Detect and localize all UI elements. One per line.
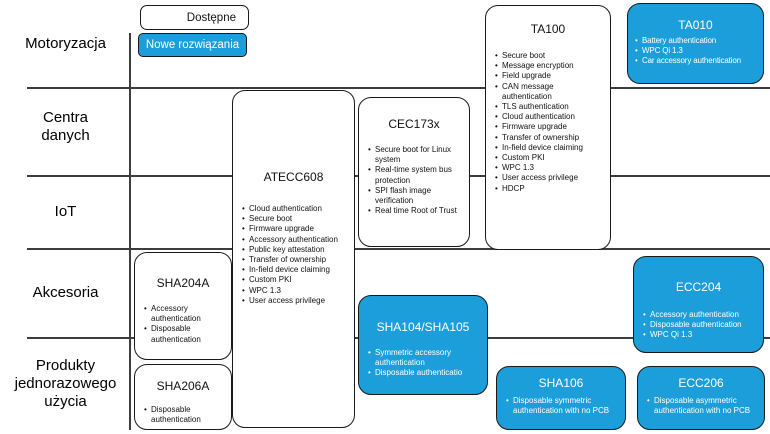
feature-bullet: • Disposable authentication [642, 320, 757, 330]
legend-new-solutions [138, 33, 247, 57]
card-ta010 [627, 3, 764, 84]
feature-bullet: • Secure boot [241, 214, 348, 224]
row-label-iot: IoT [54, 202, 77, 220]
card-title: SHA204A [156, 276, 210, 290]
card-title: SHA106 [538, 376, 584, 390]
feature-bullet: • Real time Root of Trust [367, 206, 463, 216]
feature-bullet: • Disposable symmetric authentication with no PCB [505, 396, 619, 416]
feature-bullet: • Disposable authenticatio [367, 368, 481, 378]
feature-list [233, 204, 354, 306]
feature-bullet: • Firmware upgrade [494, 122, 604, 132]
card-title: CEC173x [388, 117, 440, 131]
legend-available-label: Dostępne [186, 11, 236, 24]
feature-bullet: • WPC Qi 1.3 [634, 46, 757, 56]
card-atecc608 [232, 90, 355, 428]
card-sha104-sha105 [358, 295, 488, 395]
card-sha204a [134, 252, 232, 360]
card-cec173x [358, 97, 470, 247]
row-label-akcesoria: Akcesoria [32, 283, 99, 301]
feature-bullet: • Accessory authentication [143, 304, 225, 324]
feature-bullet: • In-field device claiming [241, 265, 348, 275]
feature-bullet: • Symmetric accessory authentication [367, 348, 481, 368]
feature-bullet: • SPI flash image verification [367, 186, 463, 206]
feature-bullet: • Secure boot for Linux system [367, 145, 463, 165]
feature-bullet: • Message encryption [494, 61, 604, 71]
card-title: SHA206A [156, 379, 210, 393]
feature-bullet: • Transfer of ownership [494, 133, 604, 143]
card-title: SHA104/SHA105 [376, 320, 470, 334]
feature-bullet: • Accessory authentication [241, 235, 348, 245]
feature-bullet: • Field upgrade [494, 71, 604, 81]
feature-bullet: • Cloud authentication [494, 112, 604, 122]
card-title: ECC206 [678, 376, 724, 390]
feature-bullet: • User access privilege [494, 173, 604, 183]
card-title: TA100 [530, 22, 566, 36]
legend-new-label: Nowe rozwiązania [145, 39, 240, 51]
feature-bullet: • Disposable authentication [143, 324, 225, 344]
row-label-centra-danych: Centra danych [41, 109, 90, 144]
feature-bullet: • HDCP [494, 184, 604, 194]
feature-list [497, 396, 625, 416]
feature-bullet: • Disposable authentication [143, 405, 225, 425]
card-title: ECC204 [675, 280, 722, 294]
grid-row-divider-1 [27, 87, 770, 89]
feature-bullet: • User access privilege [241, 296, 348, 306]
feature-bullet: • WPC 1.3 [494, 163, 604, 173]
feature-list [628, 36, 763, 67]
feature-list [359, 145, 469, 216]
feature-bullet: • Cloud authentication [241, 204, 348, 214]
feature-bullet: • Custom PKI [494, 153, 604, 163]
feature-bullet: • Transfer of ownership [241, 255, 348, 265]
feature-bullet: • Custom PKI [241, 275, 348, 285]
card-title: TA010 [678, 18, 713, 32]
card-ecc206 [637, 366, 765, 430]
feature-bullet: • Accessory authentication [642, 310, 757, 320]
feature-list [634, 310, 763, 341]
card-title: ATECC608 [263, 170, 324, 184]
feature-bullet: • Disposable asymmetric authentication with no PCB [646, 396, 758, 416]
legend-available [140, 5, 249, 30]
card-sha106 [496, 366, 626, 430]
feature-bullet: • Real-time system bus protection [367, 165, 463, 185]
card-sha206a [134, 364, 232, 430]
feature-bullet: • Battery authentication [634, 36, 757, 46]
feature-list [486, 51, 610, 194]
feature-list [135, 405, 231, 425]
feature-bullet: • Firmware upgrade [241, 224, 348, 234]
row-label-produkty-jednorazowego: Produkty jednorazowego użycia [14, 356, 117, 410]
grid-row-divider-3 [27, 248, 770, 250]
feature-list [638, 396, 764, 416]
feature-bullet: • In-field device claiming [494, 143, 604, 153]
feature-list [135, 304, 231, 345]
feature-bullet: • Public key attestation [241, 245, 348, 255]
row-label-motoryzacja: Motoryzacja [25, 35, 106, 52]
feature-bullet: • Secure boot [494, 51, 604, 61]
feature-bullet: • WPC 1.3 [241, 286, 348, 296]
card-ta100 [485, 5, 611, 250]
feature-bullet: • TLS authentication [494, 102, 604, 112]
feature-bullet: • Car accessory authentication [634, 56, 757, 66]
feature-bullet: • CAN message authentication [494, 82, 604, 102]
feature-list [359, 348, 487, 379]
card-ecc204 [633, 256, 764, 353]
feature-bullet: • WPC Qi 1.3 [642, 330, 757, 340]
